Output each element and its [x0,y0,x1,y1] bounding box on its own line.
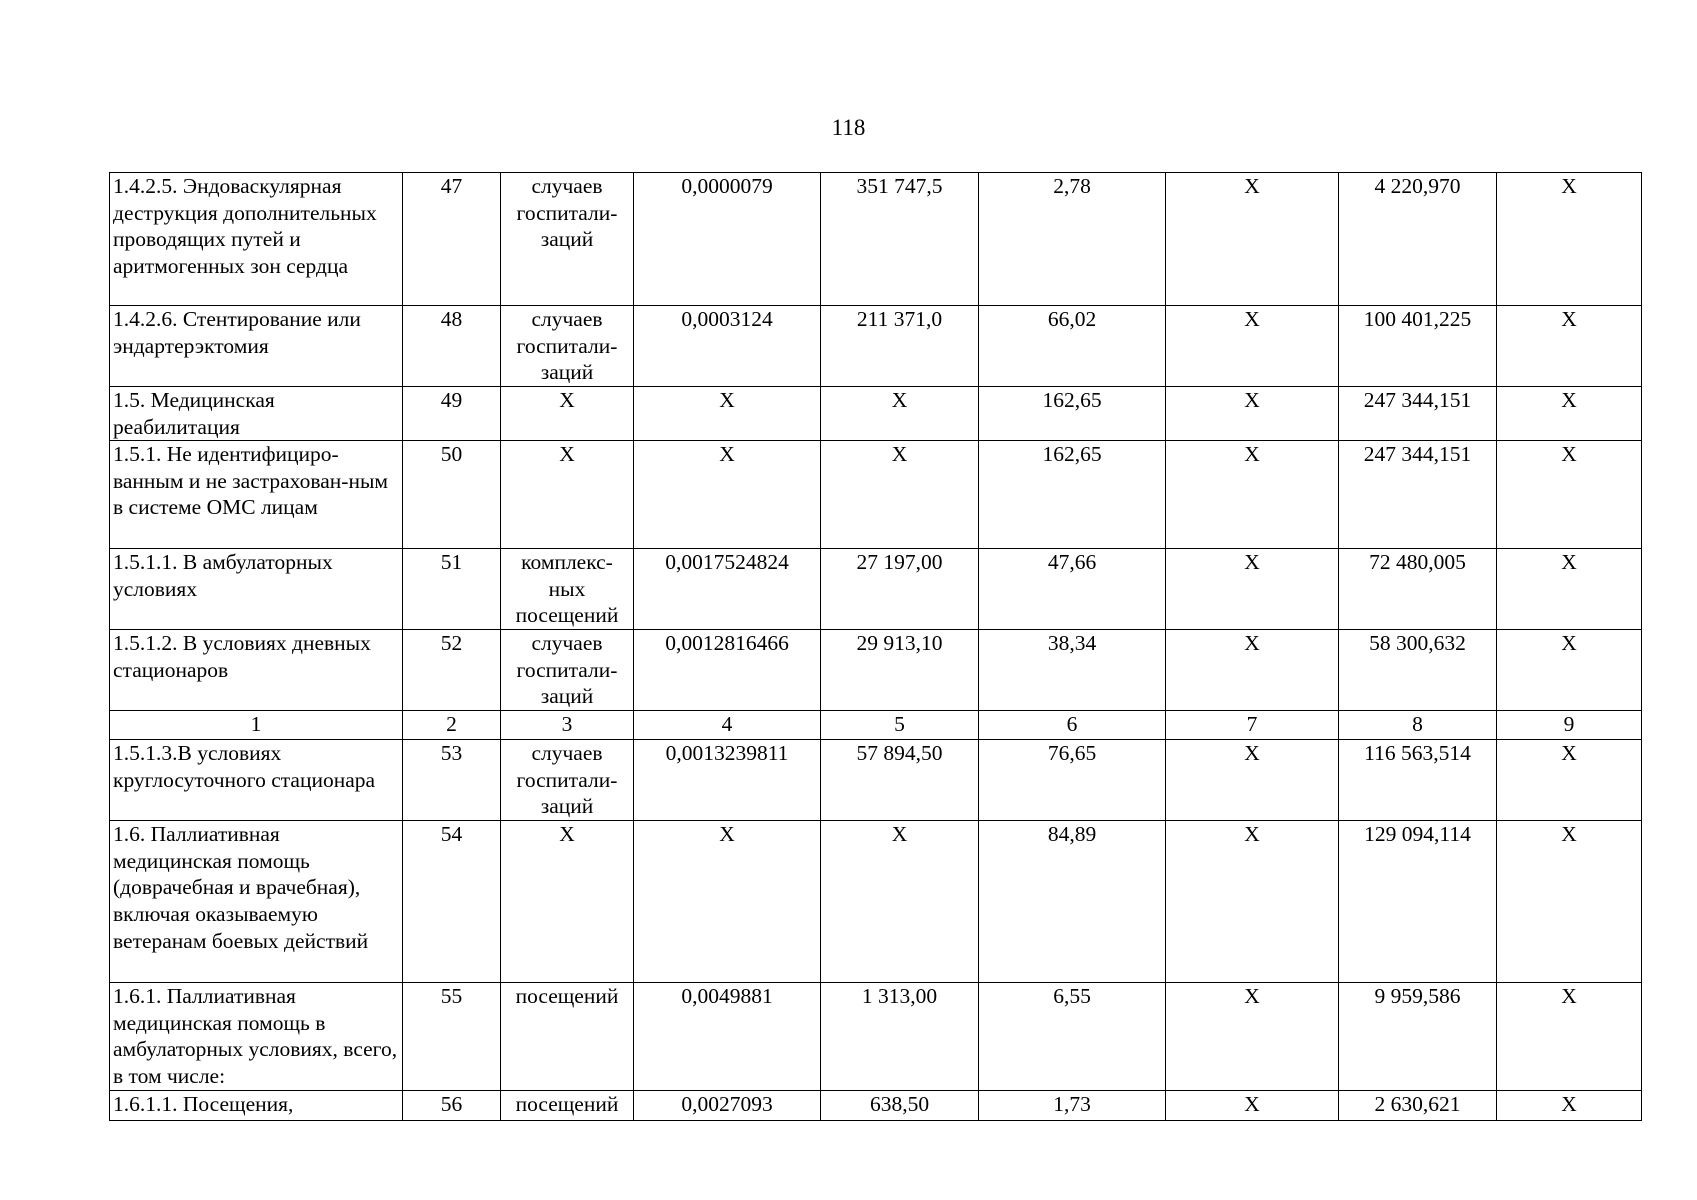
cell-per-capita-norm: 66,02 [979,306,1166,387]
cell-row-label: 1 [110,711,403,740]
cell-unit: комплекс-ных посещений [501,549,634,630]
cell-per-capita-norm: 6 [979,711,1166,740]
cell-cost-per-unit: X [821,387,979,441]
cell-col-7: X [1166,1091,1339,1121]
cell-cost-per-unit: X [821,441,979,549]
table-body [110,173,1642,1121]
cell-row-label: 1.5.1.1. В амбулаторных условиях [110,549,403,630]
cell-col-7: X [1166,740,1339,821]
cell-volume-per-person: 0,0013239811 [634,740,821,821]
cell-unit: посещений [501,983,634,1091]
data-table [109,172,1642,1121]
cell-row-label: 1.5. Медицинская реабилитация [110,387,403,441]
cell-col-9: X [1497,630,1642,711]
cell-total-amount: 8 [1339,711,1497,740]
cell-per-capita-norm: 38,34 [979,630,1166,711]
cell-row-number: 49 [403,387,501,441]
cell-total-amount: 129 094,114 [1339,821,1497,983]
table-row [110,821,1642,983]
cell-total-amount: 9 959,586 [1339,983,1497,1091]
cell-unit: посещений [501,1091,634,1121]
cell-cost-per-unit: 1 313,00 [821,983,979,1091]
cell-row-number: 53 [403,740,501,821]
cell-col-9: X [1497,821,1642,983]
cell-row-number: 55 [403,983,501,1091]
cell-row-label: 1.5.1.3.В условиях круглосуточного стационара [110,740,403,821]
cell-volume-per-person: 0,0027093 [634,1091,821,1121]
cell-col-9: X [1497,983,1642,1091]
cell-row-label: 1.4.2.6. Стентирование или эндартерэктомия [110,306,403,387]
cell-unit: случаев госпитали-заций [501,306,634,387]
column-number-row [110,711,1642,740]
cell-volume-per-person: 0,0000079 [634,173,821,306]
cell-row-number: 48 [403,306,501,387]
cell-col-7: X [1166,821,1339,983]
cell-volume-per-person: 0,0017524824 [634,549,821,630]
cell-unit: случаев госпитали-заций [501,173,634,306]
cell-unit: 3 [501,711,634,740]
cell-volume-per-person: 0,0012816466 [634,630,821,711]
cell-col-7: X [1166,549,1339,630]
cell-cost-per-unit: 638,50 [821,1091,979,1121]
cell-total-amount: 2 630,621 [1339,1091,1497,1121]
cell-row-label: 1.6.1. Паллиативная медицинская помощь в амбулаторных условиях, всего, в том числе: [110,983,403,1091]
cell-cost-per-unit: 211 371,0 [821,306,979,387]
cell-unit: случаев госпитали-заций [501,740,634,821]
cell-per-capita-norm: 6,55 [979,983,1166,1091]
cell-volume-per-person: 4 [634,711,821,740]
cell-row-number: 54 [403,821,501,983]
cell-row-number: 2 [403,711,501,740]
cell-per-capita-norm: 1,73 [979,1091,1166,1121]
cell-col-9: X [1497,1091,1642,1121]
table-row [110,983,1642,1091]
table-row [110,1091,1642,1121]
table-row [110,740,1642,821]
cell-col-9: X [1497,173,1642,306]
table-row [110,387,1642,441]
cell-col-9: X [1497,441,1642,549]
page-number: 118 [831,115,866,140]
cell-per-capita-norm: 162,65 [979,387,1166,441]
cell-total-amount: 116 563,514 [1339,740,1497,821]
cell-total-amount: 72 480,005 [1339,549,1497,630]
cell-col-7: X [1166,387,1339,441]
cell-row-number: 50 [403,441,501,549]
cell-total-amount: 58 300,632 [1339,630,1497,711]
cell-cost-per-unit: X [821,821,979,983]
cell-col-9: X [1497,740,1642,821]
table-row [110,173,1642,306]
cell-volume-per-person: X [634,441,821,549]
cell-cost-per-unit: 57 894,50 [821,740,979,821]
table-row [110,441,1642,549]
cell-row-label: 1.5.1. Не идентифициро-ванным и не застрахован-ным в системе ОМС лицам [110,441,403,549]
cell-volume-per-person: X [634,821,821,983]
cell-unit: X [501,441,634,549]
cell-col-7: X [1166,306,1339,387]
cell-row-label: 1.6.1.1. Посещения, [110,1091,403,1121]
cell-cost-per-unit: 27 197,00 [821,549,979,630]
cell-unit: X [501,821,634,983]
cell-per-capita-norm: 47,66 [979,549,1166,630]
cell-per-capita-norm: 76,65 [979,740,1166,821]
cell-col-9: X [1497,306,1642,387]
cell-total-amount: 4 220,970 [1339,173,1497,306]
cell-unit: случаев госпитали-заций [501,630,634,711]
cell-col-7: 7 [1166,711,1339,740]
cell-volume-per-person: 0,0049881 [634,983,821,1091]
cell-col-7: X [1166,441,1339,549]
table-row [110,549,1642,630]
cell-total-amount: 100 401,225 [1339,306,1497,387]
table-row [110,306,1642,387]
cell-row-label: 1.5.1.2. В условиях дневных стационаров [110,630,403,711]
cell-volume-per-person: 0,0003124 [634,306,821,387]
cell-cost-per-unit: 5 [821,711,979,740]
cell-unit: X [501,387,634,441]
cell-row-label: 1.6. Паллиативная медицинская помощь (доврачебная и врачебная), включая оказываемую ветеранам боевых действий [110,821,403,983]
cell-total-amount: 247 344,151 [1339,441,1497,549]
cell-col-7: X [1166,630,1339,711]
cell-col-7: X [1166,173,1339,306]
cell-cost-per-unit: 351 747,5 [821,173,979,306]
cell-row-number: 56 [403,1091,501,1121]
cell-total-amount: 247 344,151 [1339,387,1497,441]
cell-col-7: X [1166,983,1339,1091]
cell-cost-per-unit: 29 913,10 [821,630,979,711]
cell-row-label: 1.4.2.5. Эндоваскулярная деструкция дополнительных проводящих путей и аритмогенных зон сердца [110,173,403,306]
cell-per-capita-norm: 162,65 [979,441,1166,549]
cell-per-capita-norm: 84,89 [979,821,1166,983]
cell-per-capita-norm: 2,78 [979,173,1166,306]
cell-col-9: X [1497,387,1642,441]
cell-row-number: 52 [403,630,501,711]
cell-col-9: X [1497,549,1642,630]
cell-row-number: 47 [403,173,501,306]
cell-volume-per-person: X [634,387,821,441]
cell-row-number: 51 [403,549,501,630]
cell-col-9: 9 [1497,711,1642,740]
table-row [110,630,1642,711]
